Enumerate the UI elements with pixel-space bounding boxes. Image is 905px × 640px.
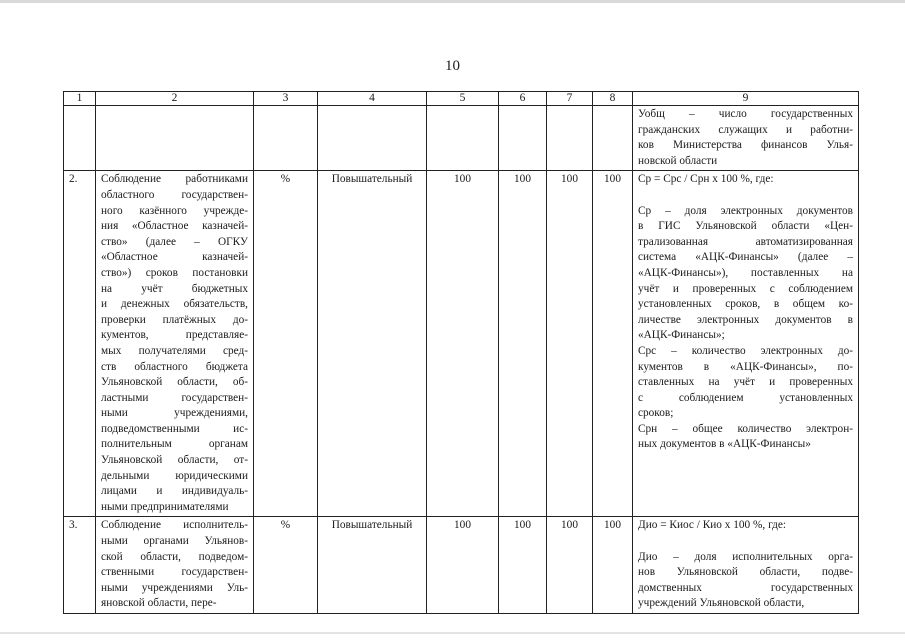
text-line: Срн – общее количество электрон- xyxy=(638,422,853,435)
value-cell: 100 xyxy=(499,171,547,517)
formula-cell xyxy=(633,106,859,171)
direction-cell: Повышательный xyxy=(318,517,427,614)
text-line: Соблюдение работниками xyxy=(101,173,248,186)
text-line: Ульяновской области, об- xyxy=(101,376,248,389)
text-line: на учёт бюджетных xyxy=(101,282,248,295)
text-line: ными учреждениями, xyxy=(101,407,248,420)
text-line: учёт и проверенных с соблюдением xyxy=(638,282,853,295)
text-line: гражданских служащих и работни- xyxy=(638,123,853,136)
value-cell: 100 xyxy=(499,517,547,614)
text-line: проверки платёжных до- xyxy=(101,313,248,326)
direction-cell xyxy=(318,106,427,171)
text-line: ных документов в «АЦК-Финансы» xyxy=(638,438,811,451)
text-line: ными учреждениями Уль- xyxy=(101,581,248,594)
text-line: ственными государствен- xyxy=(101,566,248,579)
header-cell: 9 xyxy=(633,92,859,106)
text-line: ставленных на учёт и проверенных xyxy=(638,376,853,389)
text-line: сроков; xyxy=(638,407,674,420)
value-cell: 100 xyxy=(547,517,593,614)
indicators-table xyxy=(63,91,859,614)
formula-text xyxy=(638,172,853,453)
text-line: ство») сроков постановки xyxy=(101,266,248,279)
value-cell xyxy=(547,106,593,171)
indicator-name-text xyxy=(101,172,248,515)
table-row xyxy=(64,517,859,614)
text-line: яновской области, пере- xyxy=(101,597,217,610)
text-line: нов Ульяновской области, подве- xyxy=(638,566,853,579)
text-line: ков Министерства финансов Улья- xyxy=(638,139,853,152)
header-row xyxy=(64,92,859,106)
indicator-name-cell xyxy=(96,171,254,517)
text-line: лицами и индивидуаль- xyxy=(101,485,248,498)
value-cell xyxy=(499,106,547,171)
text-line: «АЦК-Финансы»; xyxy=(638,329,725,342)
text-line: Ср = Срс / Срн х 100 %, где: xyxy=(638,173,774,186)
text-line: Соблюдение исполнитель- xyxy=(101,519,248,532)
header-cell: 1 xyxy=(64,92,96,106)
scan-edge-top xyxy=(0,0,905,3)
text-line: Ульяновской области, от- xyxy=(101,454,248,467)
text-line: подведомственными ис- xyxy=(101,422,248,435)
text-line: ластными государствен- xyxy=(101,391,248,404)
text-line: и денежных обязательств, xyxy=(101,298,248,311)
text-line: установленных сроков, в общем ко- xyxy=(638,298,853,311)
text-line: Ср – доля электронных документов xyxy=(638,204,853,217)
text-line: Дио – доля исполнительных орга- xyxy=(638,550,853,563)
row-number-cell: 3. xyxy=(64,517,96,614)
text-line: ного казённого учрежде- xyxy=(101,204,248,217)
text-line: личестве электронных документов в xyxy=(638,313,853,326)
header-cell: 5 xyxy=(427,92,499,106)
header-cell: 2 xyxy=(96,92,254,106)
text-line: кументов в «АЦК-Финансы», по- xyxy=(638,360,853,373)
text-line: Уобщ – число государственных xyxy=(638,108,853,120)
text-line: ными органами Ульянов- xyxy=(101,535,248,548)
text-line: кументов, представляе- xyxy=(101,329,248,342)
text-line: новской области xyxy=(638,154,718,167)
value-cell: 100 xyxy=(547,171,593,517)
text-line: «АЦК-Финансы»), поставленных на xyxy=(638,266,853,279)
blank-line xyxy=(638,188,853,204)
table-row xyxy=(64,106,859,171)
unit-cell: % xyxy=(254,171,318,517)
text-line: дельными юридическими xyxy=(101,469,248,482)
formula-cell xyxy=(633,517,859,614)
value-cell: 100 xyxy=(593,171,633,517)
formula-text xyxy=(638,518,853,612)
text-line: ств областного бюджета xyxy=(101,360,248,373)
text-line: система «АЦК-Финансы» (далее – xyxy=(638,251,853,264)
text-line: ской области, подведом- xyxy=(101,550,248,563)
text-line: областного государствен- xyxy=(101,188,248,201)
indicator-name-cell xyxy=(96,106,254,171)
header-cell: 3 xyxy=(254,92,318,106)
indicator-name-cell xyxy=(96,517,254,614)
unit-cell: % xyxy=(254,517,318,614)
formula-text xyxy=(638,107,853,169)
blank-line xyxy=(638,534,853,550)
value-cell: 100 xyxy=(427,171,499,517)
value-cell xyxy=(593,106,633,171)
text-line: в ГИС Ульяновской области «Цен- xyxy=(638,220,853,233)
row-number-cell: 2. xyxy=(64,171,96,517)
text-line: ными предпринимателями xyxy=(101,500,229,513)
table-row xyxy=(64,171,859,517)
text-line: трализованная автоматизированная xyxy=(638,235,853,248)
row-number-cell xyxy=(64,106,96,171)
value-cell: 100 xyxy=(593,517,633,614)
formula-cell xyxy=(633,171,859,517)
header-cell: 7 xyxy=(547,92,593,106)
text-line: с соблюдением установленных xyxy=(638,391,853,404)
direction-cell: Повышательный xyxy=(318,171,427,517)
text-line: домственных государственных xyxy=(638,581,853,594)
text-line: ство» (далее – ОГКУ xyxy=(101,235,248,248)
page-number: 10 xyxy=(445,58,460,74)
text-line: мых получателями сред- xyxy=(101,344,248,357)
header-cell: 8 xyxy=(593,92,633,106)
text-line: полнительным органам xyxy=(101,438,248,451)
unit-cell xyxy=(254,106,318,171)
header-cell: 6 xyxy=(499,92,547,106)
text-line: учреждений Ульяновской области, xyxy=(638,597,805,610)
indicator-name-text xyxy=(101,518,248,612)
scan-edge-bottom xyxy=(0,632,905,634)
value-cell: 100 xyxy=(427,517,499,614)
text-line: Срс – количество электронных до- xyxy=(638,344,853,357)
text-line: Дио = Киос / Кио х 100 %, где: xyxy=(638,519,787,532)
value-cell xyxy=(427,106,499,171)
text-line: «Областное казначей- xyxy=(101,251,248,264)
text-line: ния «Областное казначей- xyxy=(101,220,248,233)
header-cell: 4 xyxy=(318,92,427,106)
